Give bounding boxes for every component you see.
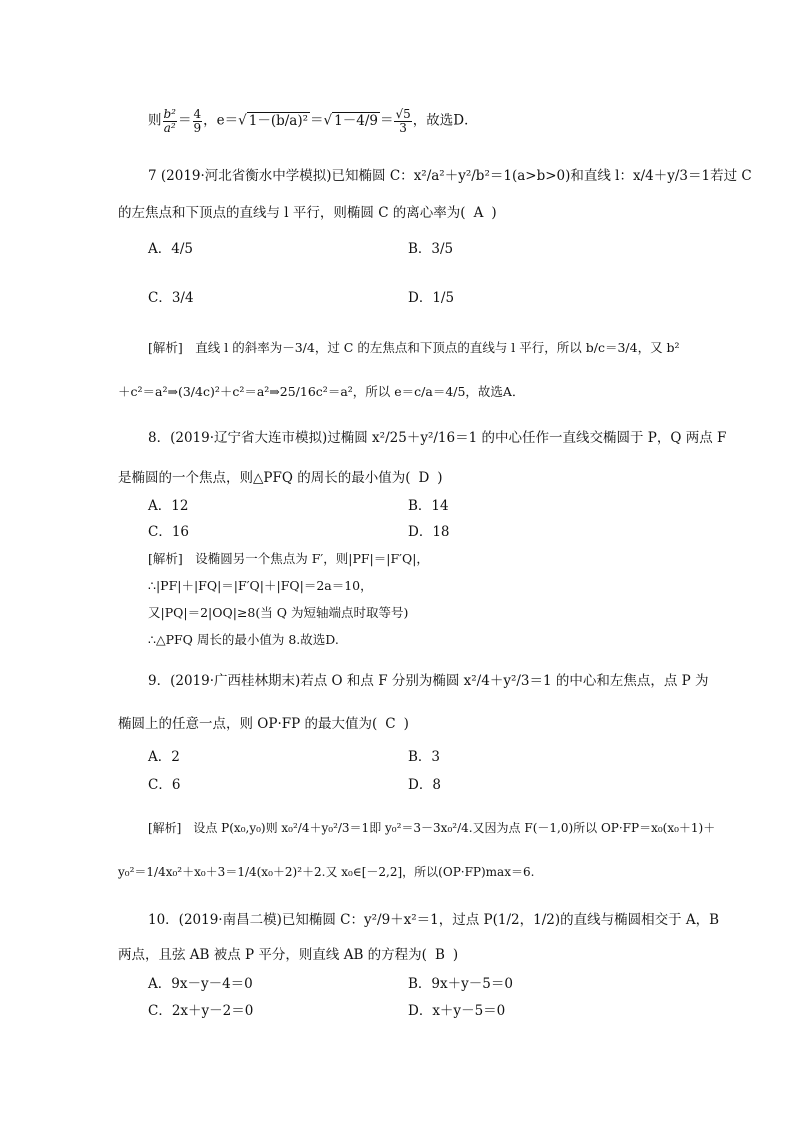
q9-solution-line-1: [解析] 设点 P(x₀,y₀)则 x₀²/4＋y₀²/3＝1即 y₀²＝3－3x₀²/4.又因为点 F(－1,0)所以 OP·FP＝x₀(x₀＋1)＋ — [148, 821, 716, 835]
q9-option-b: B．3 — [408, 749, 441, 765]
fraction: $\frac{\text{b²}}{\text{a²}}$ — [163, 107, 176, 135]
q10-option-d: D．x＋y－5＝0 — [408, 1003, 506, 1019]
q9-stem-line-2: 椭圆上的任意一点，则 OP·FP 的最大值为( C ) — [118, 716, 409, 732]
answer-letter: B — [434, 947, 445, 963]
q7-stem-line-1: 7 (2019·河北省衡水中学模拟)已知椭圆 C：x²/a²＋y²/b²＝1(a>b>0)和直线 l：x/4＋y/3＝1若过 C — [148, 168, 752, 184]
q8-solution-line-1: [解析] 设椭圆另一个焦点为 F′，则|PF|＝|F′Q|， — [148, 551, 429, 566]
answer-letter: A — [473, 205, 484, 221]
q8-solution-line-4: ∴△PFQ 周长的最小值为 8.故选D. — [148, 632, 339, 647]
q10-option-b: B．9x＋y－5＝0 — [408, 976, 513, 992]
q9-option-a: A．2 — [148, 749, 180, 765]
q10-stem-line-1: 10．(2019·南昌二模)已知椭圆 C：y²/9＋x²＝1，过点 P(1/2，1/2)的直线与椭圆相交于 A，B — [148, 912, 720, 928]
fraction: $\frac{4}{9}$ — [193, 107, 202, 135]
q9-stem-line-1: 9．(2019·广西桂林期末)若点 O 和点 F 分别为椭圆 x²/4＋y²/3＝1 的中心和左焦点，点 P 为 — [148, 673, 709, 689]
q8-stem-line-2: 是椭圆的一个焦点，则△PFQ 的周长的最小值为( D ) — [118, 470, 443, 486]
q8-stem-line-1: 8．(2019·辽宁省大连市模拟)过椭圆 x²/25＋y²/16＝1 的中心任作一直线交椭圆于 P，Q 两点 F — [148, 430, 727, 446]
q10-stem-line-2: 两点，且弦 AB 被点 P 平分，则直线 AB 的方程为( B ) — [118, 947, 459, 963]
q7-solution-line-2: ＋c²＝a²⇒(3/4c)²＋c²＝a²⇒25/16c²＝a²，所以 e＝c/a＝4/5，故选A． — [118, 384, 525, 399]
q10-option-a: A．9x－y－4＝0 — [148, 976, 253, 992]
q7-option-c: C．3/4 — [148, 290, 194, 306]
q8-solution-line-2: ∴|PF|＋|FQ|＝|F′Q|＋|FQ|＝2a＝10， — [148, 578, 373, 593]
q9-solution-line-2: y₀²＝1/4x₀²＋x₀＋3＝1/4(x₀＋2)²＋2.又 x₀∈[－2,2]，所以(OP·FP)max＝6. — [118, 865, 535, 879]
q7-option-a: A．4/5 — [148, 241, 193, 257]
solution-line-1: 则 $\frac{\text{b²}}{\text{a²}}$ ＝ $\frac{4}{9}$ ，e＝√ 1－(b/a)² ＝√ 1－4/9 ＝ $\frac{√5}{3}$ ，故选D． — [148, 107, 478, 135]
q9-option-d: D．8 — [408, 777, 441, 793]
q8-option-d: D．18 — [408, 524, 450, 540]
sqrt-expression: √ 1－4/9 — [323, 112, 378, 129]
q7-solution-line-1: [解析] 直线 l 的斜率为－3/4，过 C 的左焦点和下顶点的直线与 l 平行，所以 b/c＝3/4，又 b² — [148, 340, 680, 355]
answer-letter: C — [385, 716, 396, 732]
q8-option-a: A．12 — [148, 498, 189, 514]
q9-option-c: C．6 — [148, 777, 181, 793]
q10-option-c: C．2x＋y－2＝0 — [148, 1003, 254, 1019]
q8-solution-line-3: 又|PQ|＝2|OQ|≥8(当 Q 为短轴端点时取等号) — [148, 605, 409, 620]
answer-letter: D — [418, 470, 430, 486]
q8-option-c: C．16 — [148, 524, 190, 540]
q7-option-d: D．1/5 — [408, 290, 455, 306]
q7-stem-line-2: 的左焦点和下顶点的直线与 l 平行，则椭圆 C 的离心率为( A ) — [118, 205, 497, 221]
q7-option-b: B．3/5 — [408, 241, 454, 257]
sqrt-expression: √ 1－(b/a)² — [238, 112, 309, 129]
fraction: $\frac{√5}{3}$ — [395, 107, 411, 135]
q8-option-b: B．14 — [408, 498, 449, 514]
